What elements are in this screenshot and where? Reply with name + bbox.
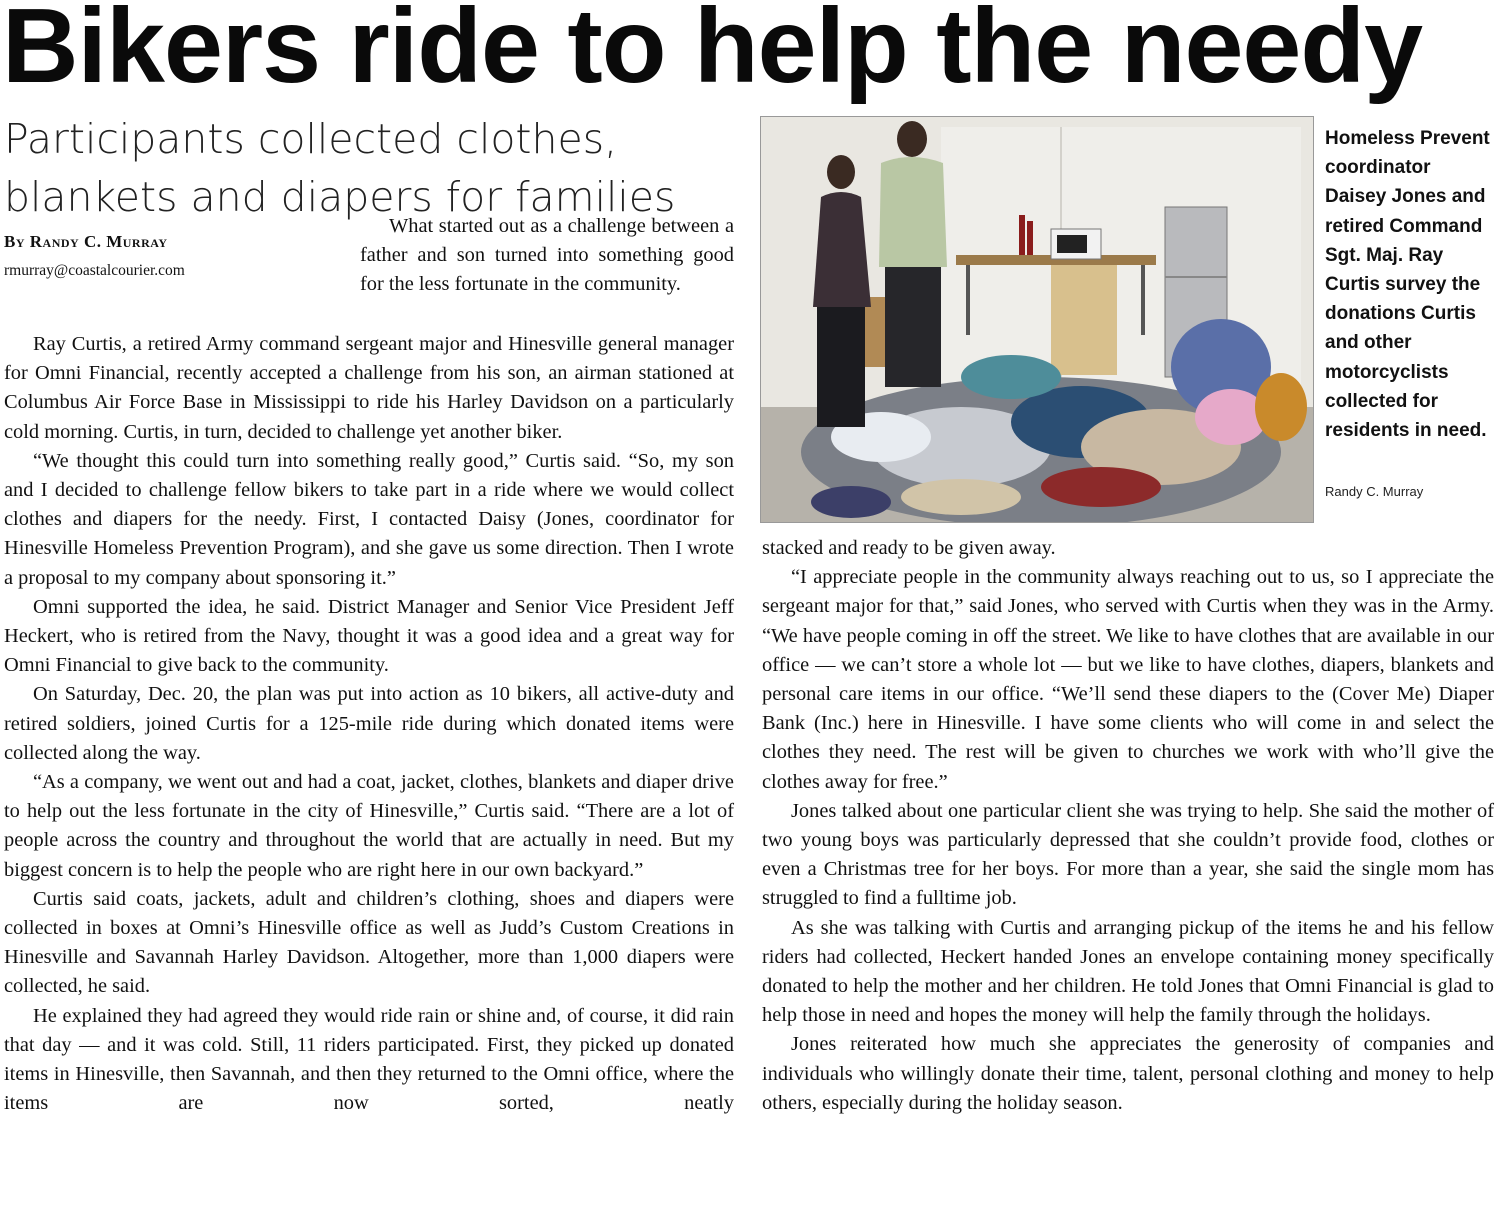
headline: Bikers ride to help the needy — [2, 0, 1423, 105]
lede-text: What started out as a challenge between a father and son turned into something good for the less fortunate in the community. — [360, 215, 734, 296]
paragraph: Ray Curtis, a retired Army command sergeant major and Hinesville general manager for Omni Financial, recently accepted a challenge from his son, an airman stationed at Columbus Air Force Base in Mississippi to ride his Harley Davidson on a particularly cold morning. Curtis, in turn, decided to challenge yet another biker. — [4, 333, 734, 443]
photo-credit: Randy C. Murray — [1325, 484, 1424, 499]
article-column-2 — [762, 534, 1494, 1118]
paragraph: Omni supported the idea, he said. District Manager and Senior Vice President Jeff Heckert, who is retired from the Navy, thought it was a good idea and a great way for Omni Financial to give back to the community. — [4, 595, 734, 677]
paragraph: stacked and ready to be given away. — [762, 537, 1056, 559]
paragraph: “We thought this could turn into something really good,” Curtis said. “So, my son and I decided to challenge fellow bikers to take part in a ride where we would collect clothes and diapers for the needy. First, I contacted Daisy (Jones, coordinator for Hinesville Homeless Prevention Program), and she gave us some direction. Then I wrote a proposal to my company about sponsoring it.” — [4, 449, 734, 589]
paragraph: As she was talking with Curtis and arranging pickup of the items he and his fellow riders had collected, Heckert handed Jones an envelope containing money specifically donated to help the mother and her children. He told Jones that Omni Financial is glad to help those in need and hopes the money will help the family through the holidays. — [762, 916, 1494, 1027]
lede-paragraph — [360, 212, 734, 300]
paragraph: On Saturday, Dec. 20, the plan was put into action as 10 bikers, all active-duty and retired soldiers, joined Curtis for a 125-mile ride during which donated items were collected along the way. — [4, 683, 734, 764]
article-column-1 — [4, 330, 734, 1118]
author-email[interactable]: rmurray@coastalcourier.com — [4, 262, 185, 279]
paragraph: Curtis said coats, jackets, adult and children’s clothing, shoes and diapers were collected in boxes at Omni’s Hinesville office as well as Judd’s Custom Creations in Hinesville and Savannah Harley Davidson. Altogether, more than 1,000 diapers were collected, he said. — [4, 887, 734, 998]
paragraph: “As a company, we went out and had a coat, jacket, clothes, blankets and diaper drive to help out the less fortunate in the city of Hinesville,” Curtis said. “There are a lot of people across the country and throughout the world that are actually in need. But my biggest concern is to help the people who are right here in our own backyard.” — [4, 771, 734, 881]
byline — [4, 232, 354, 280]
subheadline: Participants collected clothes, blankets and diapers for families — [4, 115, 676, 221]
photo-caption: Homeless Prevent coordinator Daisey Jones and retired Command Sgt. Maj. Ray Curtis survey the donations Curtis and other motorcyclists collected for residents in need. — [1325, 128, 1490, 442]
news-photo — [760, 116, 1314, 523]
paragraph: Jones reiterated how much she appreciates the generosity of companies and individuals who willingly donate their time, talent, personal clothing and money to help others, especially during the holiday season. — [762, 1033, 1494, 1114]
author-name: By Randy C. Murray — [4, 232, 168, 251]
paragraph: He explained they had agreed they would ride rain or shine and, of course, it did rain that day — and it was cold. Still, 11 riders participated. First, they picked up donated items in Hinesville, then Savannah, and then they returned to the Omni office, where the items are now sorted, neatly — [4, 1004, 734, 1115]
paragraph: “I appreciate people in the community always reaching out to us, so I appreciate the sergeant major for that,” said Jones, who served with Curtis when they was in the Army. “We have people coming in off the street. We like to have clothes that are available in our office — we can’t store a whole lot — but we like to have clothes, diapers, blankets and personal care items in our office. “We’ll send these diapers to the (Cover Me) Diaper Bank (Inc.) here in Hinesville. I have some clients who will come in and select the clothes they need. The rest will be given to churches we work with who’ll give the clothes away for free.” — [762, 566, 1494, 793]
paragraph: Jones talked about one particular client she was trying to help. She said the mother of two young boys was particularly depressed that she couldn’t provide food, clothes or even a Christmas tree for her boys. For more than a year, she said the single mom has struggled to find a fulltime job. — [762, 799, 1494, 910]
